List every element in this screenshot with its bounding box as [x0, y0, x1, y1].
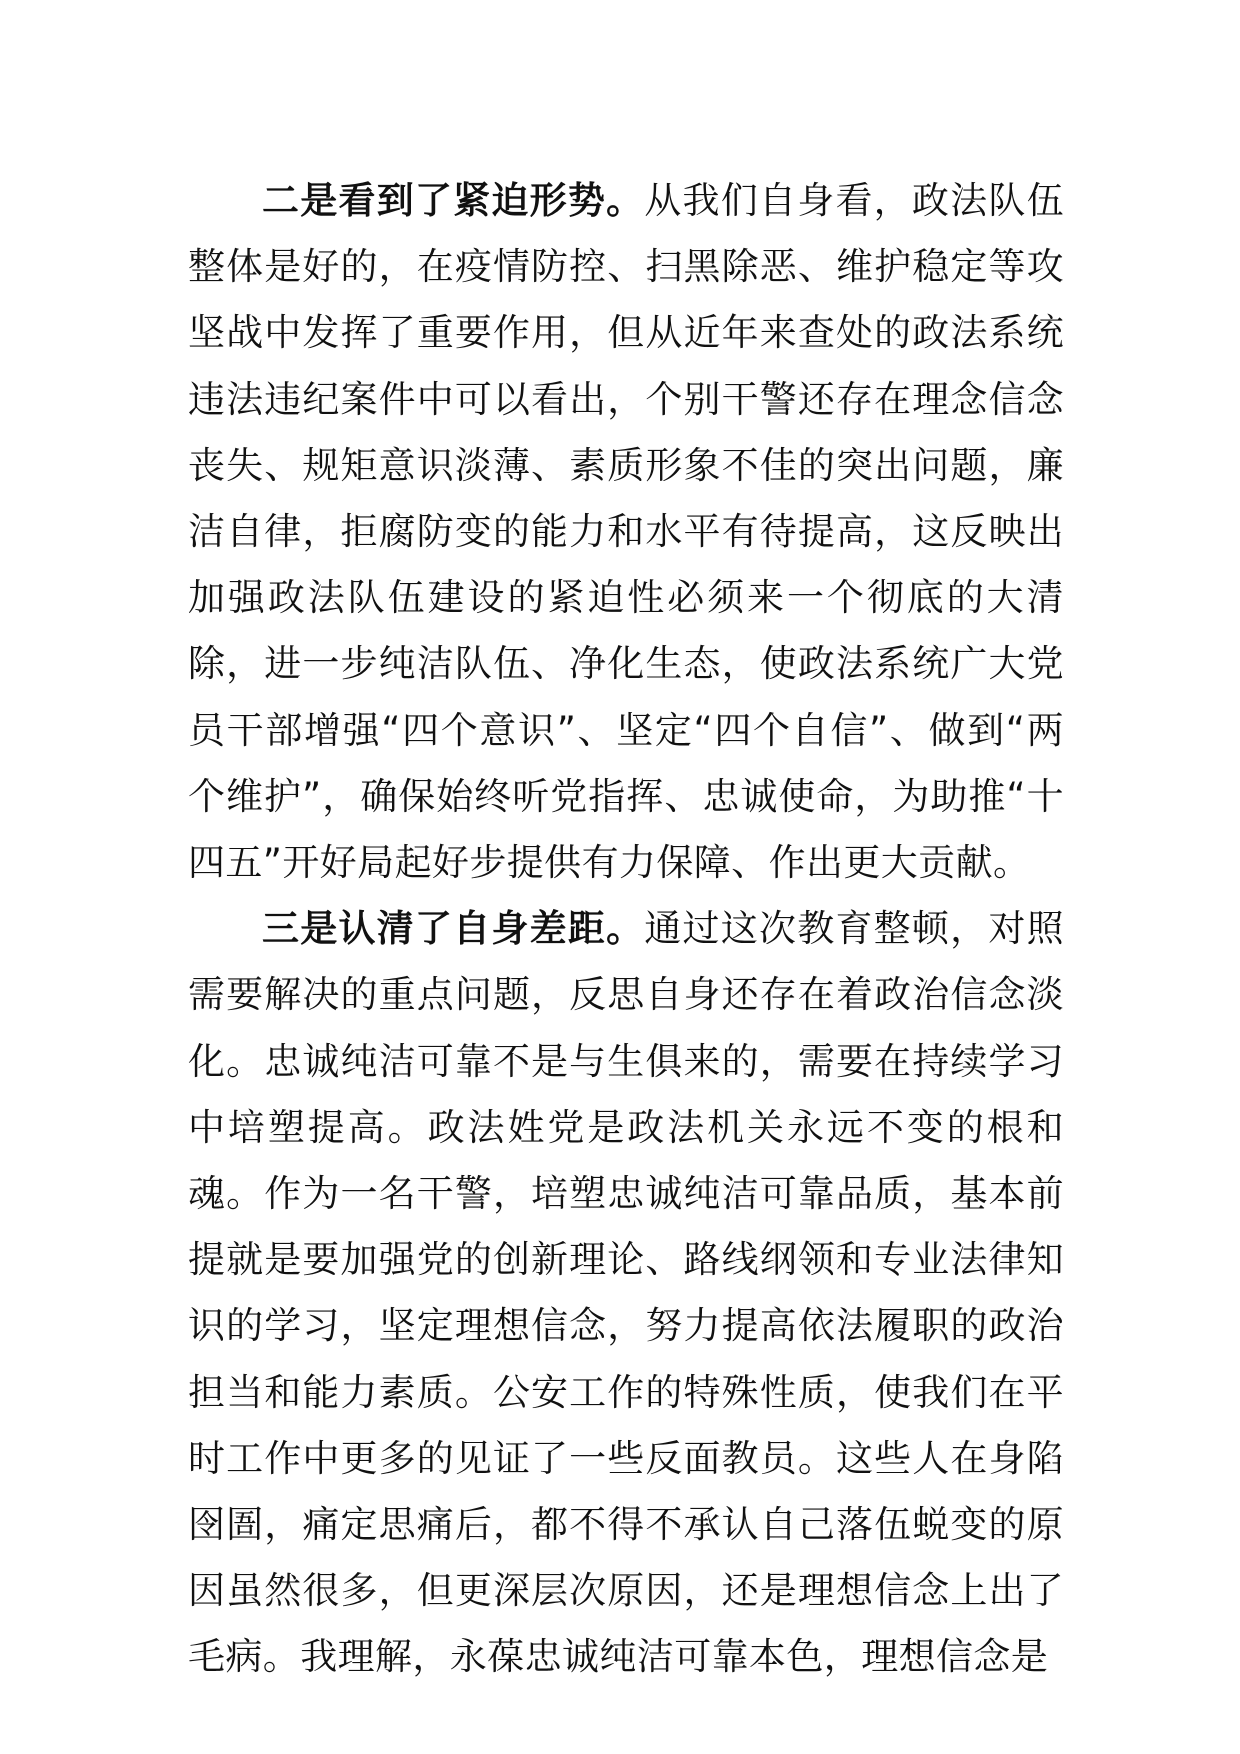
paragraph-lead: 三是认清了自身差距。 — [262, 907, 645, 951]
paragraph-lead: 二是看到了紧迫形势。 — [262, 179, 645, 222]
paragraph-text: 通过这次教育整顿，对照需要解决的重点问题，反思自身还存在着政治信念淡化。忠诚纯洁可靠不是与生俱来的，需要在持续学习中培塑提高。政法姓党是政法机关永远不变的根和魂。作为一名干警，培塑忠诚纯洁可靠品质，基本前提就是要加强党的创新理论、路线纲领和专业法律知识的学习，坚定理想信念，努力提高依法履职的政治担当和能力素质。公安工作的特殊性质，使我们在平时工作中更多的见证了一些反面教员。这些人在身陷囹圄，痛定思痛后，都不得不承认自己落伍蜕变的原因虽然很多，但更深层次原因，还是理想信念上出了毛病。我理解，永葆忠诚纯洁可靠本色，理想信念是 — [188, 907, 1064, 1679]
paragraph-urgent-situation — [188, 168, 1064, 896]
document-body — [188, 168, 1064, 1691]
paragraph-text: 从我们自身看，政法队伍整体是好的，在疫情防控、扫黑除恶、维护稳定等攻坚战中发挥了重要作用，但从近年来查处的政法系统违法违纪案件中可以看出，个别干警还存在理念信念丧失、规矩意识淡薄、素质形象不佳的突出问题，廉洁自律，拒腐防变的能力和水平有待提高，这反映出加强政法队伍建设的紧迫性必须来一个彻底的大清除，进一步纯洁队伍、净化生态，使政法系统广大党员干部增强“四个意识”、坚定“四个自信”、做到“两个维护”，确保始终听党指挥、忠诚使命，为助推“十四五”开好局起好步提供有力保障、作出更大贡献。 — [188, 179, 1064, 885]
paragraph-own-gaps — [188, 896, 1064, 1690]
